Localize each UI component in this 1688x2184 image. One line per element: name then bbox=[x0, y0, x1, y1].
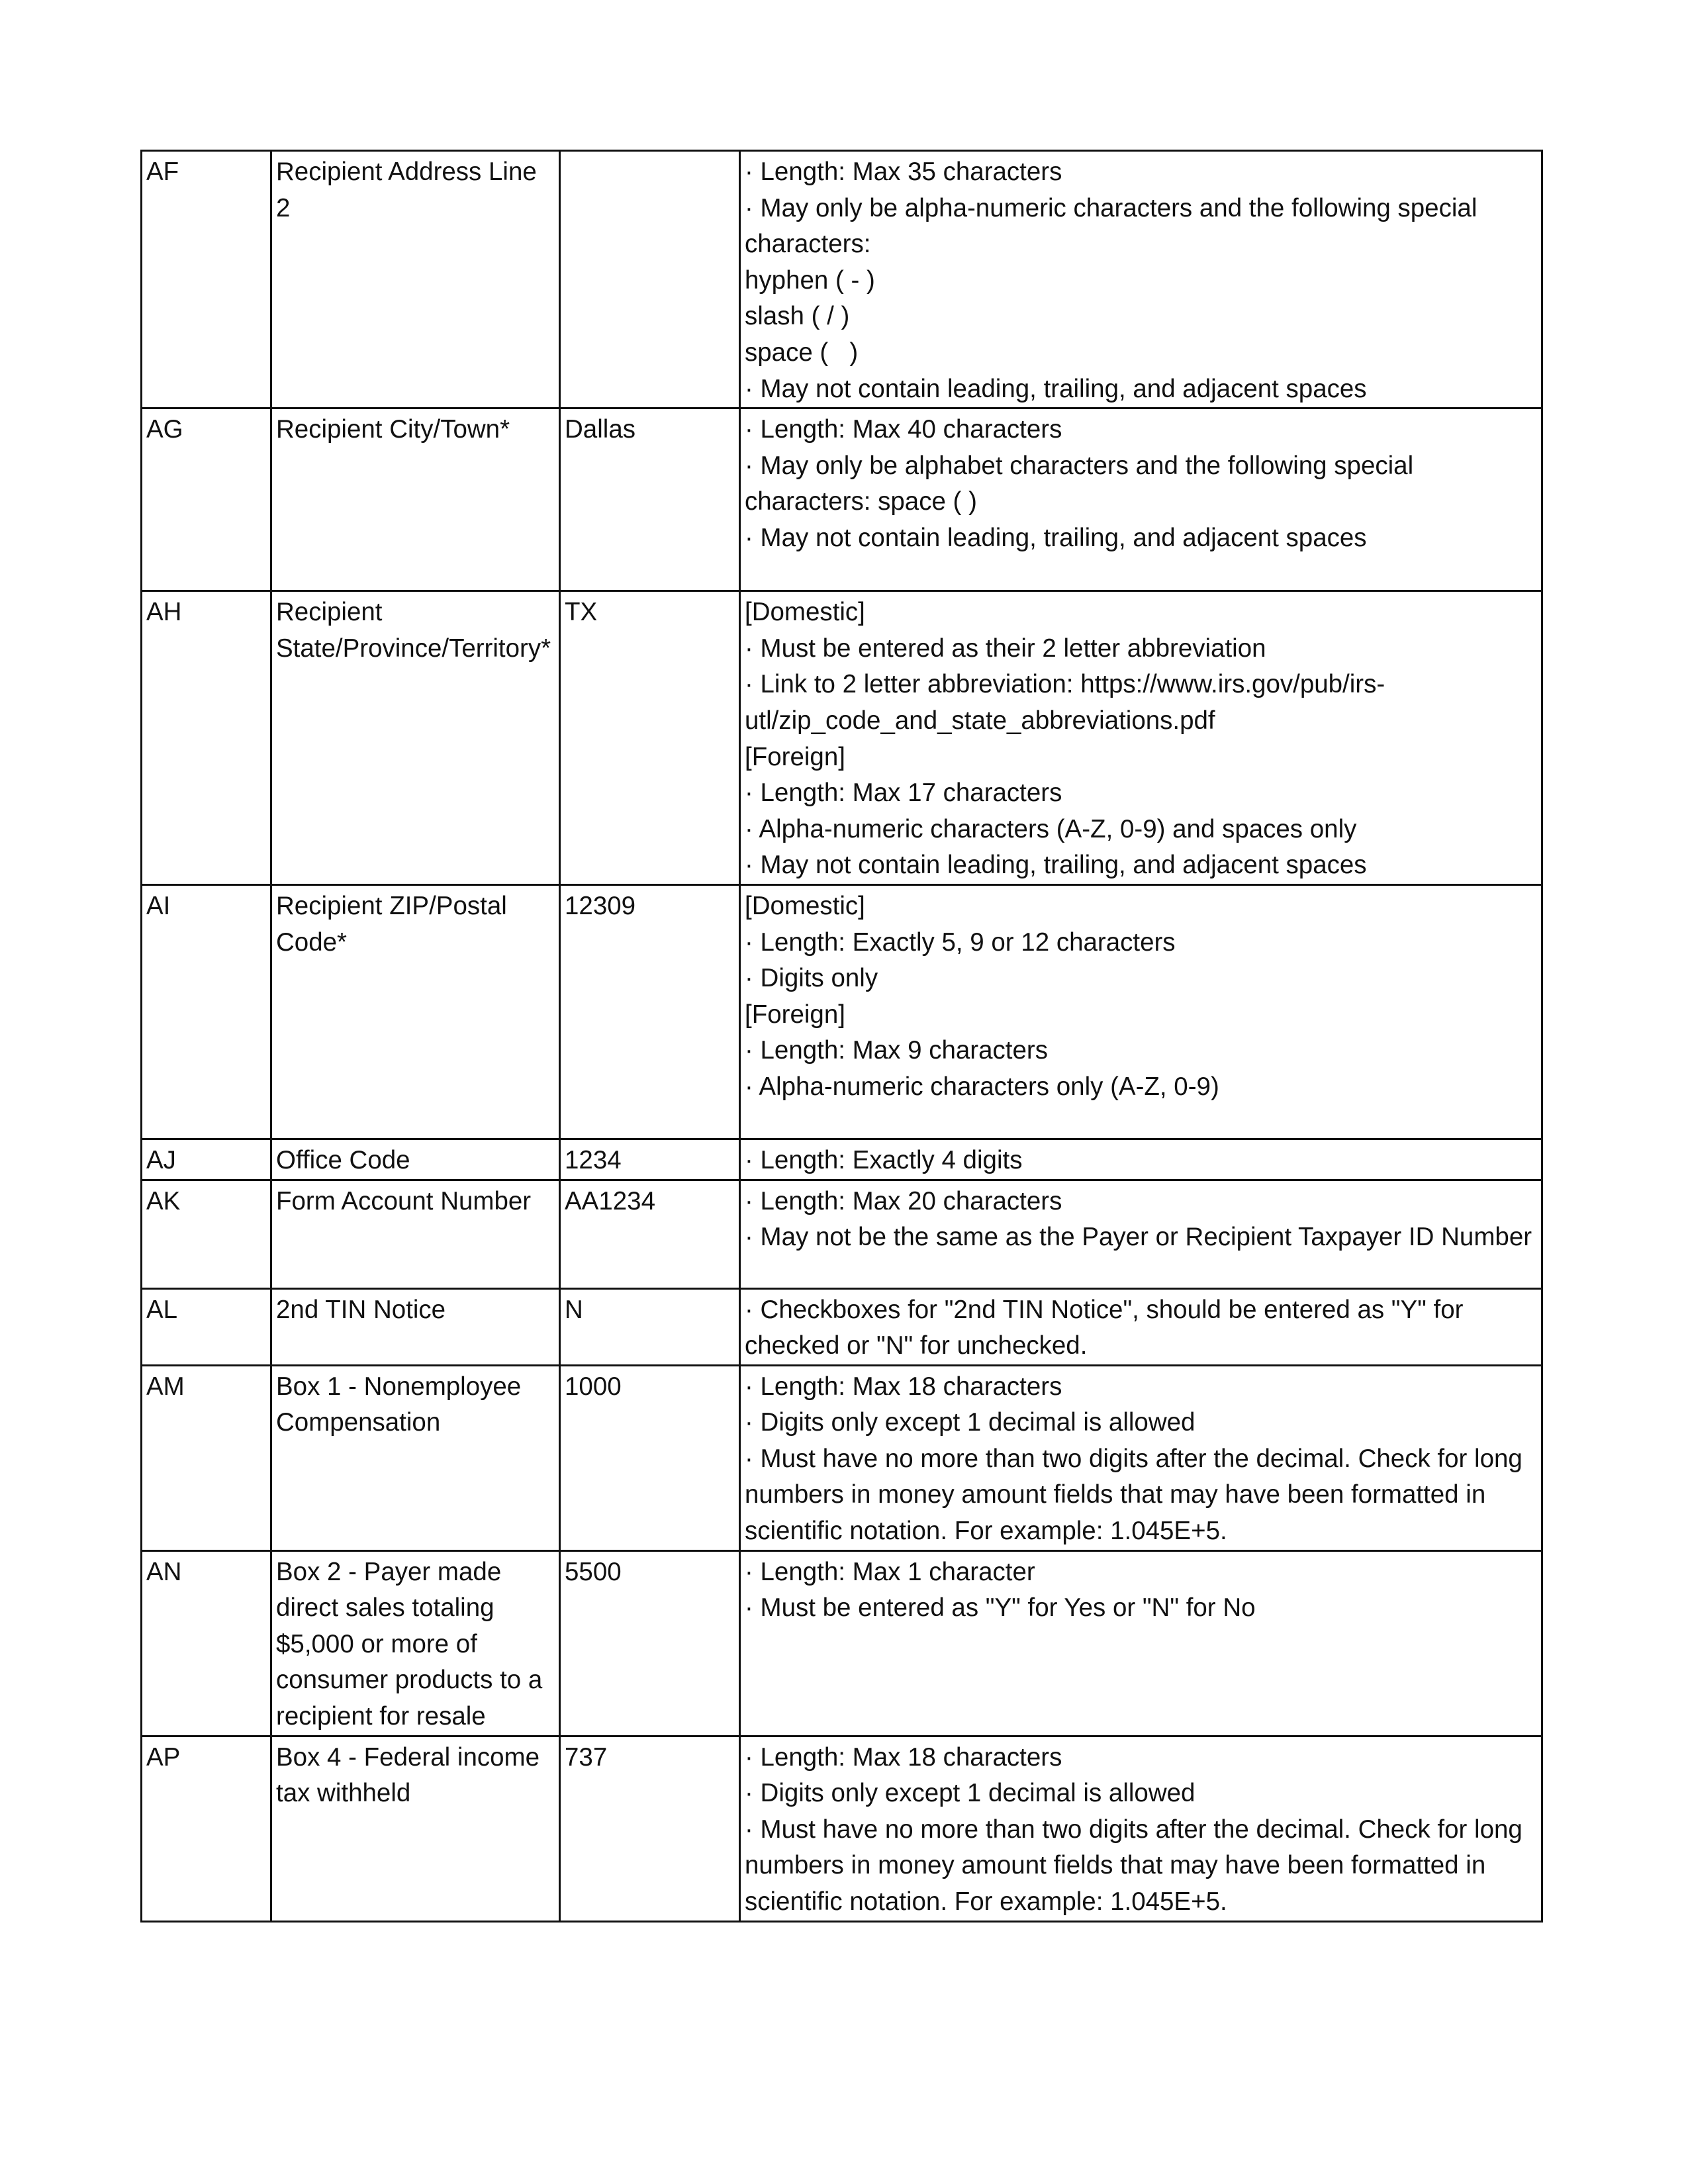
rule-line: · Length: Max 35 characters bbox=[745, 158, 1062, 186]
rule-line: · Length: Max 1 character bbox=[745, 1557, 1035, 1586]
table-row bbox=[142, 1288, 1542, 1365]
rule-line: · Length: Max 18 characters bbox=[745, 1372, 1062, 1401]
rule-line: · Must have no more than two digits after the decimal. Check for long numbers in money amount fields that may have been formatted in scientific notation. For example: 1.045E+5. bbox=[745, 1444, 1530, 1546]
rule-line: · Digits only except 1 decimal is allowed bbox=[745, 1779, 1196, 1808]
table-row bbox=[142, 1736, 1542, 1921]
rule-line: · May only be alpha-numeric characters and the following special characters: bbox=[745, 193, 1485, 259]
rules-cell bbox=[740, 151, 1542, 408]
example-value-cell: 12309 bbox=[560, 884, 740, 1139]
field-name-cell: Recipient State/Province/Territory* bbox=[271, 591, 560, 885]
table-row bbox=[142, 884, 1542, 1139]
rule-line: [Domestic] bbox=[745, 891, 865, 920]
column-id-cell: AM bbox=[142, 1365, 271, 1550]
rules-cell bbox=[740, 1180, 1542, 1288]
rule-line: · Length: Exactly 5, 9 or 12 characters bbox=[745, 927, 1176, 957]
rule-line: · Must have no more than two digits after the decimal. Check for long numbers in money amount fields that may have been formatted in scientific notation. For example: 1.045E+5. bbox=[745, 1815, 1530, 1916]
column-id-cell: AJ bbox=[142, 1139, 271, 1180]
rule-line: · Length: Exactly 4 digits bbox=[745, 1145, 1023, 1174]
rule-line: · May not contain leading, trailing, and adjacent spaces bbox=[745, 374, 1367, 403]
table-row bbox=[142, 1365, 1542, 1550]
rule-line: · Length: Max 9 characters bbox=[745, 1036, 1048, 1065]
rule-line: · May only be alphabet characters and the following special characters: space ( ) bbox=[745, 451, 1421, 516]
rule-line: [Foreign] bbox=[745, 1000, 845, 1029]
rules-cell bbox=[740, 408, 1542, 591]
column-id-cell: AI bbox=[142, 884, 271, 1139]
example-value-cell: N bbox=[560, 1288, 740, 1365]
example-value-cell: Dallas bbox=[560, 408, 740, 591]
field-spec-table bbox=[140, 150, 1543, 1923]
field-name-cell: Recipient ZIP/Postal Code* bbox=[271, 884, 560, 1139]
field-name-cell: Form Account Number bbox=[271, 1180, 560, 1288]
rule-line: · Must be entered as "Y" for Yes or "N" for No bbox=[745, 1593, 1256, 1623]
rule-line: · May not contain leading, trailing, and adjacent spaces bbox=[745, 523, 1367, 552]
column-id-cell: AK bbox=[142, 1180, 271, 1288]
rule-line: slash ( / ) bbox=[745, 302, 850, 331]
column-id-cell: AG bbox=[142, 408, 271, 591]
table-row bbox=[142, 591, 1542, 885]
field-name-cell: 2nd TIN Notice bbox=[271, 1288, 560, 1365]
rule-line: · Alpha-numeric characters only (A-Z, 0-9) bbox=[745, 1072, 1219, 1101]
field-spec-table-body bbox=[142, 151, 1542, 1922]
rules-cell bbox=[740, 1550, 1542, 1736]
rules-cell bbox=[740, 1365, 1542, 1550]
rule-line: · Alpha-numeric characters (A-Z, 0-9) and spaces only bbox=[745, 814, 1357, 843]
field-name-cell: Recipient Address Line 2 bbox=[271, 151, 560, 408]
field-name-cell: Office Code bbox=[271, 1139, 560, 1180]
rule-line: · Length: Max 40 characters bbox=[745, 415, 1062, 444]
column-id-cell: AN bbox=[142, 1550, 271, 1736]
rule-line: · Must be entered as their 2 letter abbreviation bbox=[745, 634, 1266, 663]
rule-line: · Length: Max 18 characters bbox=[745, 1742, 1062, 1772]
rule-line: · Digits only except 1 decimal is allowed bbox=[745, 1408, 1196, 1437]
field-name-cell: Recipient City/Town* bbox=[271, 408, 560, 591]
example-value-cell: 1234 bbox=[560, 1139, 740, 1180]
rule-line: · May not be the same as the Payer or Recipient Taxpayer ID Number bbox=[745, 1223, 1532, 1252]
table-row bbox=[142, 408, 1542, 591]
column-id-cell: AH bbox=[142, 591, 271, 885]
rule-line: · Checkboxes for "2nd TIN Notice", should be entered as "Y" for checked or "N" for unchecked. bbox=[745, 1295, 1471, 1360]
column-id-cell: AF bbox=[142, 151, 271, 408]
example-value-cell: AA1234 bbox=[560, 1180, 740, 1288]
table-row bbox=[142, 151, 1542, 408]
rule-line: space ( ) bbox=[745, 338, 859, 367]
table-row bbox=[142, 1550, 1542, 1736]
field-name-cell: Box 4 - Federal income tax withheld bbox=[271, 1736, 560, 1921]
example-value-cell bbox=[560, 151, 740, 408]
rule-line: hyphen ( - ) bbox=[745, 265, 875, 295]
example-value-cell: 5500 bbox=[560, 1550, 740, 1736]
example-value-cell: 1000 bbox=[560, 1365, 740, 1550]
field-name-cell: Box 1 - Nonemployee Compensation bbox=[271, 1365, 560, 1550]
rule-line: [Domestic] bbox=[745, 598, 865, 627]
rules-cell bbox=[740, 1736, 1542, 1921]
rule-line: · Length: Max 17 characters bbox=[745, 779, 1062, 808]
rule-line: · Length: Max 20 characters bbox=[745, 1186, 1062, 1215]
rules-cell bbox=[740, 591, 1542, 885]
rules-cell bbox=[740, 1139, 1542, 1180]
column-id-cell: AP bbox=[142, 1736, 271, 1921]
table-row bbox=[142, 1180, 1542, 1288]
rules-cell bbox=[740, 884, 1542, 1139]
field-name-cell: Box 2 - Payer made direct sales totaling $5,000 or more of consumer products to a recipient for resale bbox=[271, 1550, 560, 1736]
rule-line: · Digits only bbox=[745, 964, 878, 993]
example-value-cell: 737 bbox=[560, 1736, 740, 1921]
table-row bbox=[142, 1139, 1542, 1180]
rule-line: · May not contain leading, trailing, and adjacent spaces bbox=[745, 851, 1367, 880]
rule-line: · Link to 2 letter abbreviation: https://www.irs.gov/pub/irs-utl/zip_code_and_state_abbreviations.pdf bbox=[745, 670, 1385, 735]
example-value-cell: TX bbox=[560, 591, 740, 885]
column-id-cell: AL bbox=[142, 1288, 271, 1365]
rule-line: [Foreign] bbox=[745, 742, 845, 771]
rules-cell bbox=[740, 1288, 1542, 1365]
